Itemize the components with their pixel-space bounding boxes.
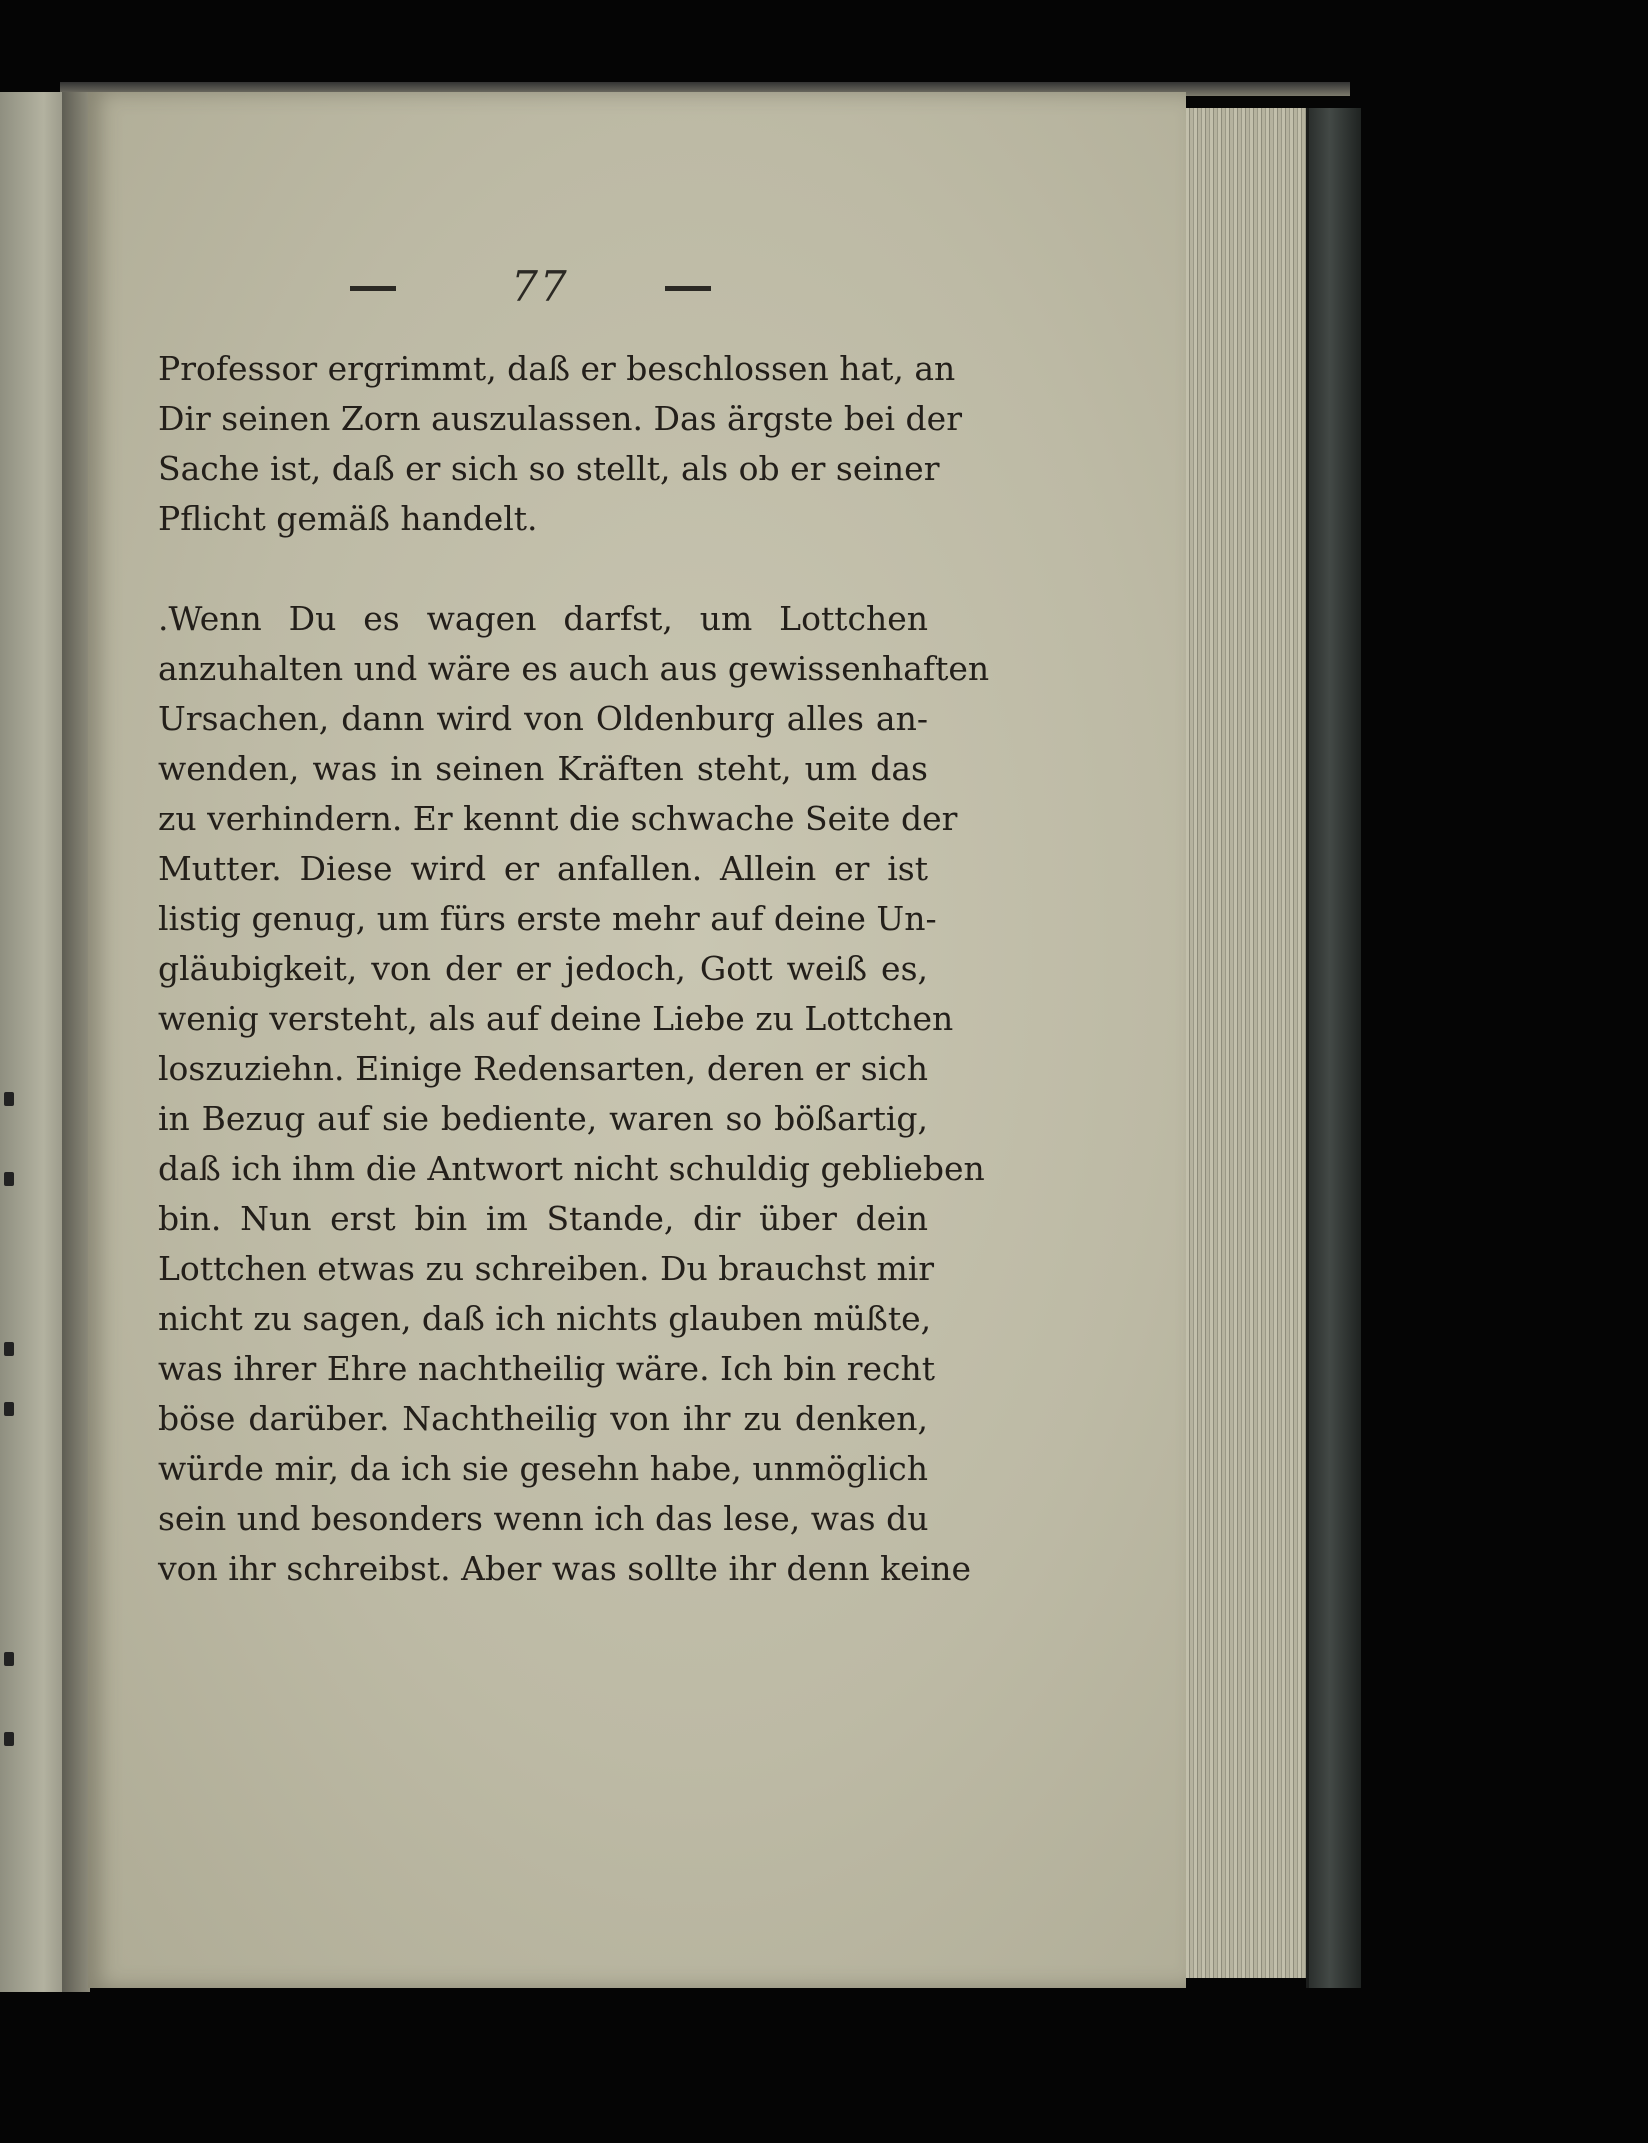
text-line: Ursachen, dann wird von Oldenburg alles an-	[158, 699, 928, 738]
header-dash-left	[350, 286, 396, 291]
text-line: von ihr schreibst. Aber was sollte ihr denn keine	[158, 1549, 972, 1588]
page-body	[158, 344, 990, 1594]
text-line: anzuhalten und wäre es auch aus gewissenhaften	[158, 649, 990, 688]
text-line: bin. Nun erst bin im Stande, dir über dein	[158, 1199, 928, 1238]
text-line: loszuziehn. Einige Redensarten, deren er sich	[158, 1049, 928, 1088]
bleed-mark	[4, 1652, 14, 1666]
paragraph	[158, 594, 990, 1594]
page-header	[340, 262, 740, 322]
paragraph-gap	[158, 544, 928, 594]
text-line: wenig versteht, als auf deine Liebe zu Lottchen	[158, 999, 954, 1038]
gutter-shadow	[62, 92, 90, 1992]
page-edges	[1186, 108, 1316, 1978]
text-line: in Bezug auf sie bediente, waren so bößartig,	[158, 1099, 928, 1138]
text-line: Lottchen etwas zu schreiben. Du brauchst mir	[158, 1249, 935, 1288]
text-line: sein und besonders wenn ich das lese, was du	[158, 1499, 929, 1538]
bleed-mark	[4, 1402, 14, 1416]
text-line: listig genug, um fürs erste mehr auf deine Un-	[158, 899, 937, 938]
text-line: .Wenn Du es wagen darfst, um Lottchen	[158, 599, 928, 638]
header-dash-right	[665, 286, 711, 291]
text-line: nicht zu sagen, daß ich nichts glauben müßte,	[158, 1299, 932, 1338]
text-line: was ihrer Ehre nachtheilig wäre. Ich bin recht	[158, 1349, 936, 1388]
bleed-mark	[4, 1172, 14, 1186]
facing-page-edge	[0, 92, 64, 1992]
text-line: würde mir, da ich sie gesehn habe, unmöglich	[158, 1449, 928, 1488]
book-cover	[1306, 108, 1361, 1988]
text-line: daß ich ihm die Antwort nicht schuldig geblieben	[158, 1149, 985, 1188]
bleed-mark	[4, 1092, 14, 1106]
text-line: Sache ist, daß er sich so stellt, als ob er seiner	[158, 449, 940, 488]
text-line: böse darüber. Nachtheilig von ihr zu denken,	[158, 1399, 928, 1438]
bleed-mark	[4, 1732, 14, 1746]
text-line: wenden, was in seinen Kräften steht, um das	[158, 749, 928, 788]
bleed-mark	[4, 1342, 14, 1356]
text-line: Dir seinen Zorn auszulassen. Das ärgste bei der	[158, 399, 962, 438]
text-line: gläubigkeit, von der er jedoch, Gott weiß es,	[158, 949, 928, 988]
text-line: Pflicht gemäß handelt.	[158, 499, 538, 538]
text-line: Professor ergrimmt, daß er beschlossen hat, an	[158, 349, 956, 388]
text-line: Mutter. Diese wird er anfallen. Allein er ist	[158, 849, 928, 888]
text-line: zu verhindern. Er kennt die schwache Seite der	[158, 799, 958, 838]
page-number: 77	[511, 262, 569, 311]
paragraph	[158, 344, 962, 544]
